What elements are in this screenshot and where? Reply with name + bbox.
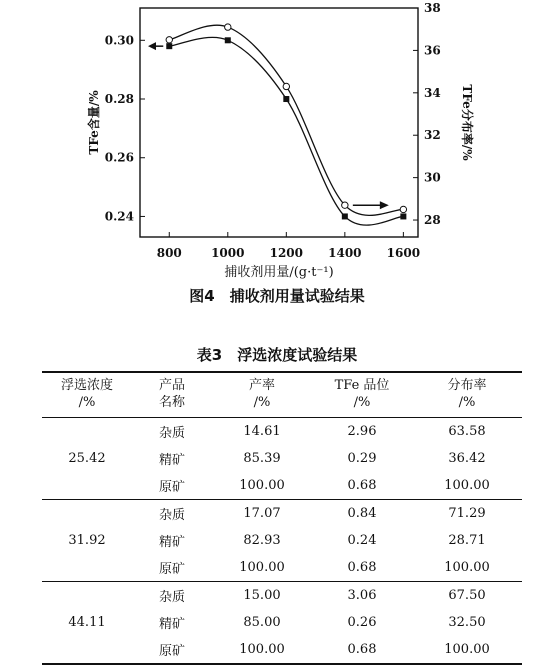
grade-cell: 0.68 <box>347 478 377 493</box>
yield-cell: 82.93 <box>243 533 281 548</box>
product-cell: 杂质 <box>158 508 185 523</box>
table-row <box>42 582 522 610</box>
table-group <box>42 582 522 665</box>
table-row <box>42 418 522 446</box>
data-point-circle <box>283 83 289 89</box>
concentration-cell: 25.42 <box>68 451 106 466</box>
x-tick-label: 1600 <box>386 246 421 260</box>
product-cell: 原矿 <box>158 644 185 659</box>
distribution-cell: 100.00 <box>444 642 490 657</box>
plot-frame <box>140 8 418 237</box>
data-point-square <box>225 37 231 43</box>
grade-cell: 0.26 <box>347 615 377 630</box>
yield-cell: 100.00 <box>239 560 285 575</box>
product-cell: 精矿 <box>158 535 185 550</box>
yield-cell: 15.00 <box>243 588 281 603</box>
product-cell: 精矿 <box>158 453 185 468</box>
x-tick-label: 800 <box>156 246 182 260</box>
data-point-square <box>400 213 406 219</box>
product-cell: 原矿 <box>158 480 185 495</box>
distribution-cell: 36.42 <box>448 451 486 466</box>
header-product: 产品 名称 <box>158 378 185 410</box>
header-distribution: 分布率 /% <box>447 378 487 410</box>
y-right-axis-label: TFe分布率/% <box>460 84 474 161</box>
concentration-cell: 44.11 <box>68 615 106 630</box>
x-tick-label: 1200 <box>269 246 304 260</box>
data-point-circle <box>225 24 231 30</box>
yield-cell: 85.39 <box>243 451 281 466</box>
product-cell: 原矿 <box>158 562 185 577</box>
distribution-cell: 71.29 <box>448 506 486 521</box>
distribution-cell: 100.00 <box>444 560 490 575</box>
grade-cell: 0.84 <box>347 506 377 521</box>
series-line-right <box>169 25 403 215</box>
table-group <box>42 418 522 500</box>
yield-cell: 17.07 <box>243 506 281 521</box>
distribution-cell: 100.00 <box>444 478 490 493</box>
yield-cell: 85.00 <box>243 615 281 630</box>
product-cell: 精矿 <box>158 617 185 632</box>
yield-cell: 14.61 <box>243 424 281 439</box>
x-tick-label: 1400 <box>328 246 362 260</box>
distribution-cell: 32.50 <box>448 615 486 630</box>
grade-cell: 2.96 <box>347 424 377 439</box>
results-table <box>42 371 522 665</box>
grade-cell: 0.24 <box>347 533 377 548</box>
y-left-tick-label: 0.30 <box>104 33 134 48</box>
y-left-tick-label: 0.28 <box>104 92 134 107</box>
data-point-square <box>166 43 172 49</box>
left-axis-arrowhead <box>148 42 156 50</box>
y-right-tick-label: 30 <box>424 170 441 185</box>
y-right-tick-label: 34 <box>424 85 441 100</box>
data-point-circle <box>166 37 172 43</box>
y-right-tick-label: 36 <box>424 43 441 58</box>
product-cell: 杂质 <box>158 426 185 441</box>
grade-cell: 0.68 <box>347 560 377 575</box>
series-line-left <box>169 37 403 225</box>
header-grade: TFe 品位 /% <box>334 378 390 410</box>
distribution-cell: 63.58 <box>448 424 486 439</box>
grade-cell: 0.68 <box>347 642 377 657</box>
grade-cell: 3.06 <box>347 588 377 603</box>
right-axis-arrowhead <box>380 201 389 209</box>
header-yield: 产率 /% <box>248 378 275 410</box>
table-group <box>42 500 522 582</box>
product-cell: 杂质 <box>158 590 185 605</box>
table-caption: 表3 浮选浓度试验结果 <box>196 346 358 364</box>
data-point-circle <box>400 206 406 212</box>
y-right-tick-label: 32 <box>424 128 441 143</box>
distribution-cell: 67.50 <box>448 588 486 603</box>
y-left-tick-label: 0.26 <box>104 150 134 165</box>
concentration-cell: 31.92 <box>68 533 106 548</box>
y-left-axis-label: TFe含量/% <box>87 90 101 155</box>
table-row <box>42 500 522 528</box>
x-tick-label: 1000 <box>211 246 245 260</box>
yield-cell: 100.00 <box>239 642 285 657</box>
grade-cell: 0.29 <box>347 451 377 466</box>
y-right-tick-label: 38 <box>424 1 441 15</box>
x-axis-label: 捕收剂用量/(g·t⁻¹) <box>224 265 334 280</box>
header-concentration: 浮选浓度 /% <box>60 378 113 410</box>
table-header-row <box>42 372 522 418</box>
data-point-square <box>283 96 289 102</box>
figure-caption: 图4 捕收剂用量试验结果 <box>189 287 365 305</box>
distribution-cell: 28.71 <box>448 533 486 548</box>
data-point-square <box>342 213 348 219</box>
y-left-tick-label: 0.24 <box>104 209 134 224</box>
yield-cell: 100.00 <box>239 478 285 493</box>
y-right-tick-label: 28 <box>424 213 441 228</box>
data-point-circle <box>342 202 348 208</box>
figure-chart <box>0 0 554 290</box>
